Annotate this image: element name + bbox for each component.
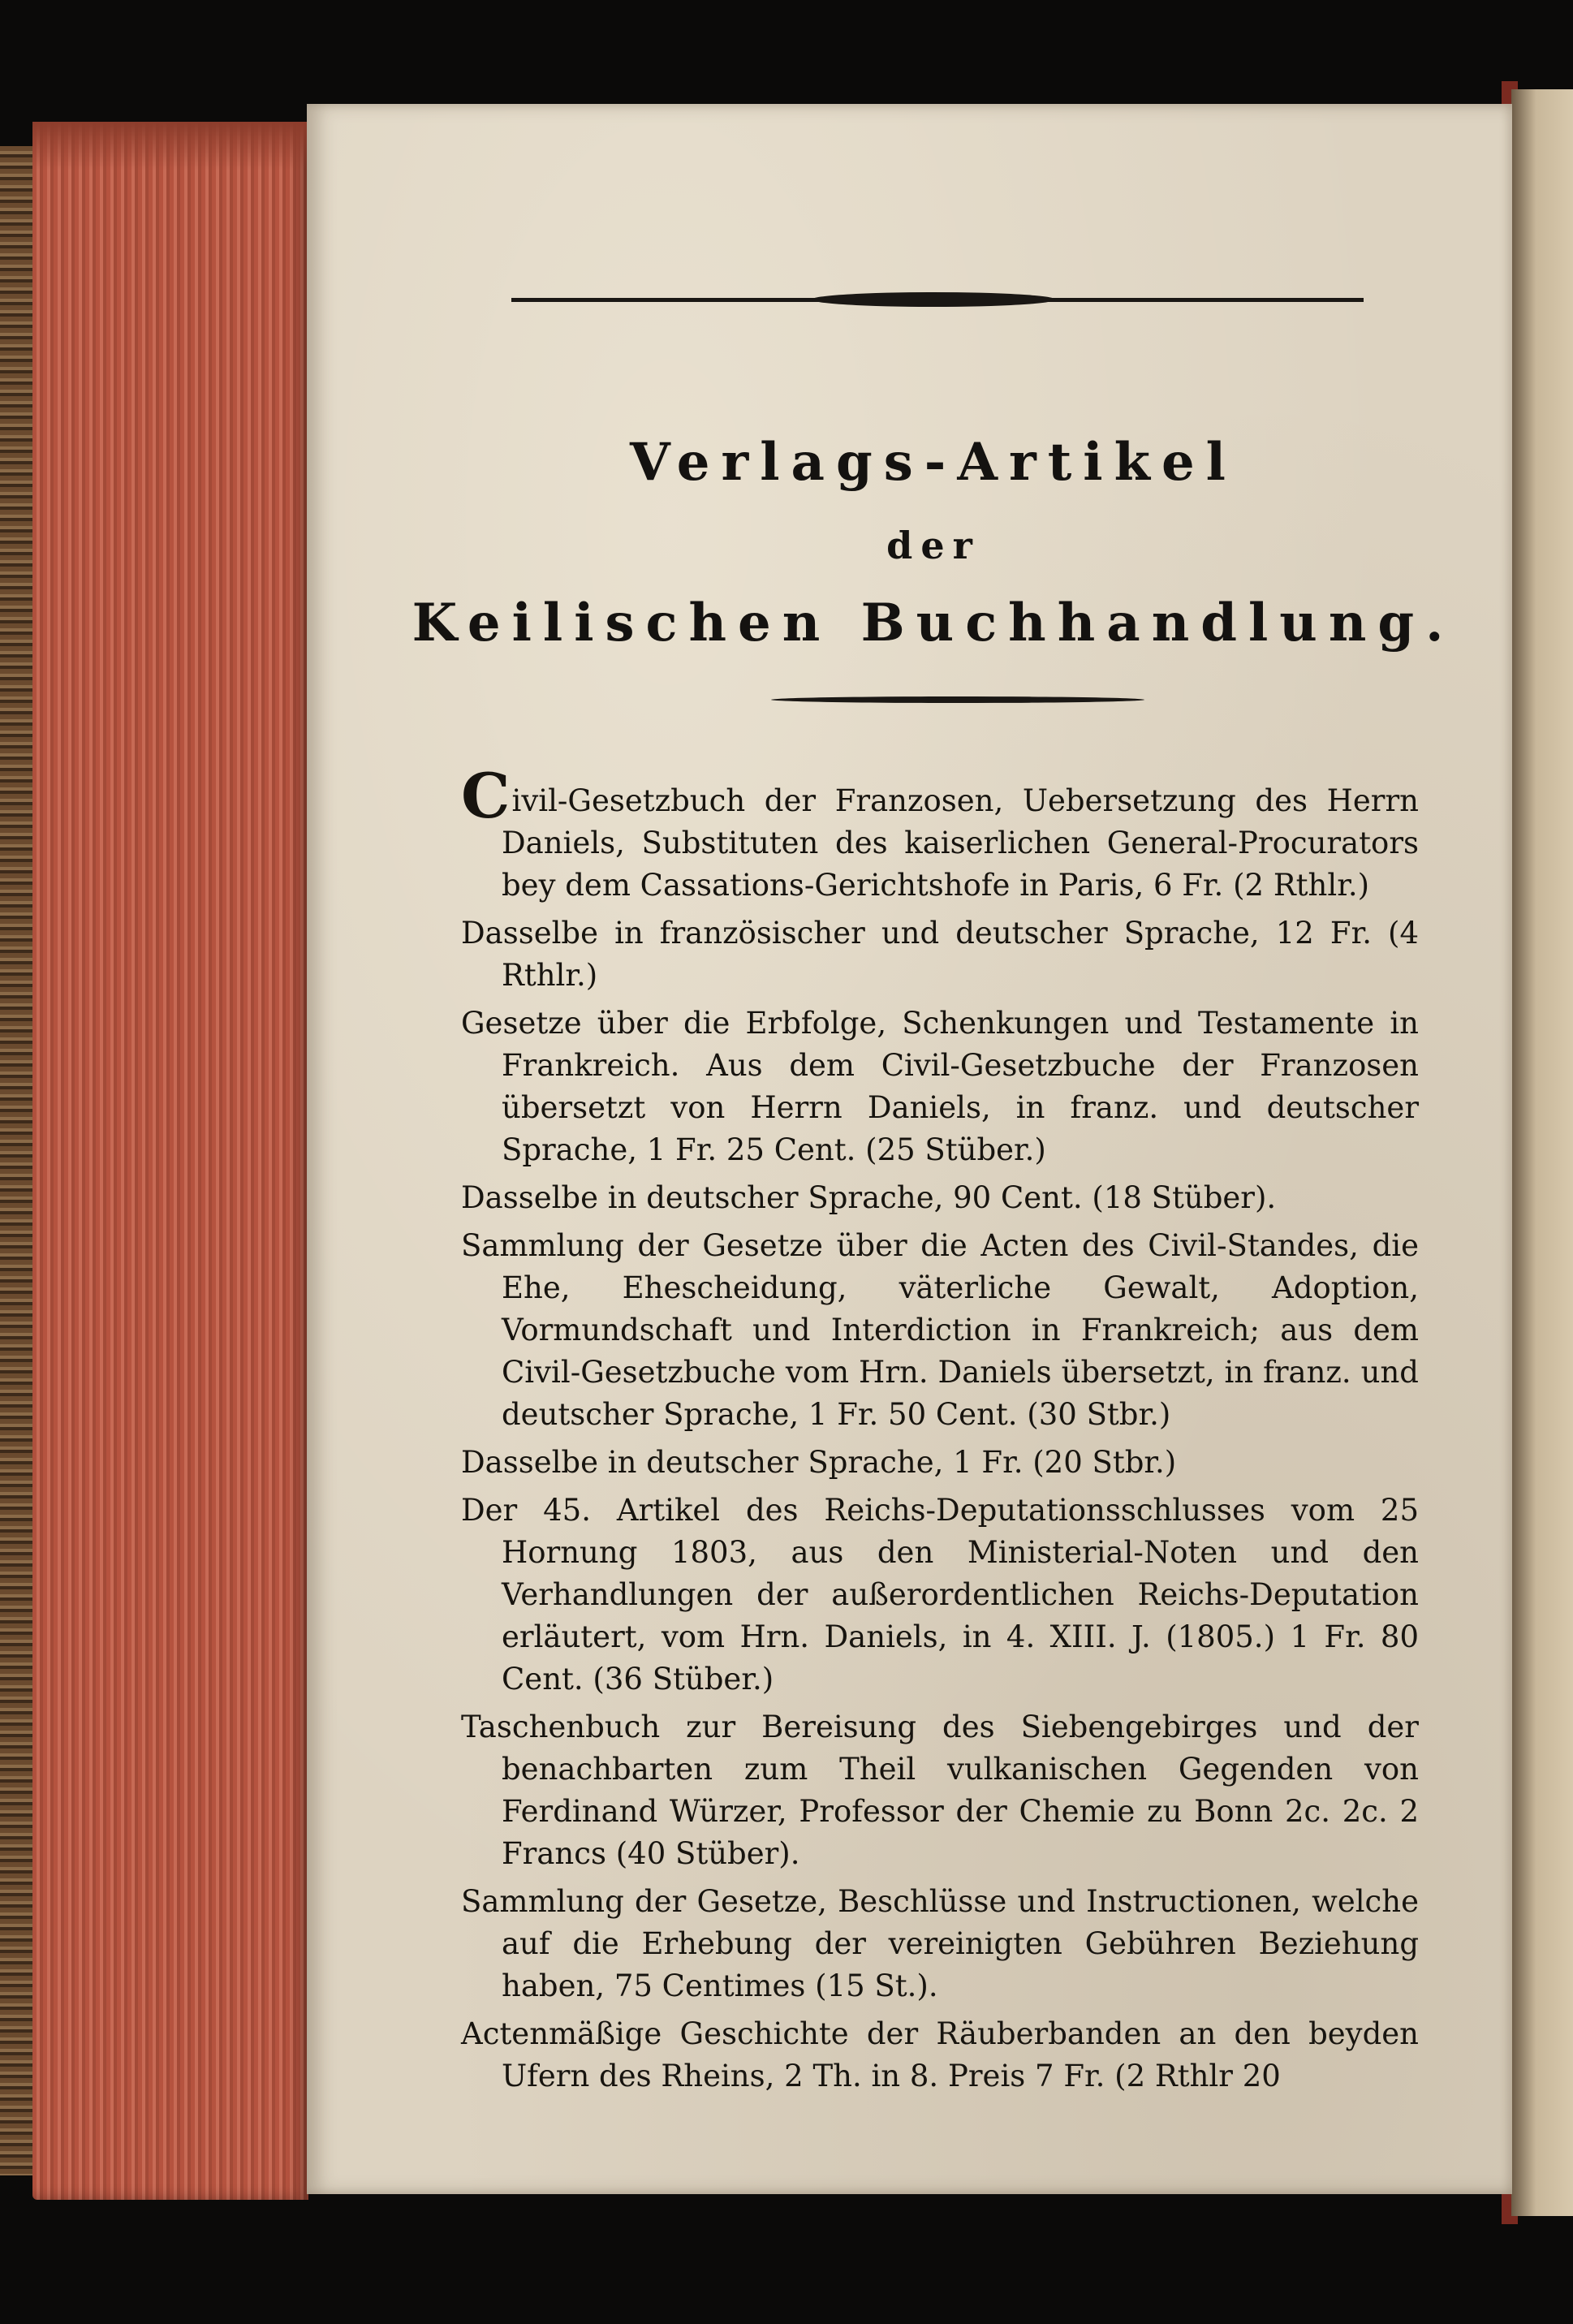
top-rule-ornament	[812, 292, 1055, 307]
catalog-entry	[461, 1225, 1419, 1436]
entry-text: ivil-Gesetzbuch der Franzosen, Uebersetzung des Herrn Daniels, Substituten des kaiserlichen General-Procurators bey dem Cassations-Gerichtshofe in Paris, 6 Fr. (2 Rthlr.)	[502, 783, 1419, 903]
catalog-entry	[461, 1177, 1419, 1219]
catalog-entry	[461, 1490, 1419, 1701]
entry-text: Taschenbuch zur Bereisung des Siebengebirges und der benachbarten zum Theil vulkanischen Gegenden von Ferdinand Würzer, Professor der Chemie zu Bonn 2c. 2c. 2 Francs (40 Stüber).	[461, 1710, 1419, 1871]
page-title: Verlags-Artikel	[630, 432, 1237, 493]
entry-text: Sammlung der Gesetze, Beschlüsse und Instructionen, welche auf die Erhebung der vereinigten Gebühren Beziehung haben, 75 Centimes (15 St.).	[461, 1884, 1419, 2003]
title-connector: der	[886, 524, 980, 567]
catalog-entry	[461, 760, 1419, 907]
entry-text: Actenmäßige Geschichte der Räuberbanden an den beyden Ufern des Rheins, 2 Th. in 8. Preis 7 Fr. (2 Rthlr 20	[461, 2016, 1419, 2093]
catalog-entry	[461, 1442, 1419, 1484]
catalog-entries	[461, 760, 1419, 2103]
catalog-entry	[461, 1706, 1419, 1875]
entry-text: Dasselbe in französischer und deutscher Sprache, 12 Fr. (4 Rthlr.)	[461, 916, 1419, 993]
entry-text: Dasselbe in deutscher Sprache, 90 Cent. (18 Stüber).	[461, 1180, 1277, 1215]
entry-text: Dasselbe in deutscher Sprache, 1 Fr. (20 Stbr.)	[461, 1445, 1177, 1480]
book-page-block-shadow	[32, 122, 308, 170]
page-subtitle: Keilischen Buchhandlung.	[412, 593, 1455, 653]
entry-text: Gesetze über die Erbfolge, Schenkungen und Testamente in Frankreich. Aus dem Civil-Gesetzbuche der Franzosen übersetzt von Herrn Daniels, in franz. und deutscher Sprache, 1 Fr. 25 Cent. (25 Stüber.)	[461, 1006, 1419, 1167]
catalog-entry	[461, 2013, 1419, 2098]
catalog-entry	[461, 912, 1419, 997]
entry-text: Sammlung der Gesetze über die Acten des Civil-Standes, die Ehe, Ehescheidung, väterliche Gewalt, Adoption, Vormundschaft und Interdiction in Frankreich; aus dem Civil-Gesetzbuche vom Hrn. Daniels übersetzt, in franz. und deutscher Sprache, 1 Fr. 50 Cent. (30 Stbr.)	[461, 1228, 1419, 1432]
catalog-entry	[461, 1002, 1419, 1171]
book-page-block	[32, 122, 308, 2200]
catalog-entry	[461, 1881, 1419, 2007]
entry-text: Der 45. Artikel des Reichs-Deputationsschlusses vom 25 Hornung 1803, aus den Ministerial-Noten und den Verhandlungen der außerordentlichen Reichs-Deputation erläutert, vom Hrn. Daniels, in 4. XIII. J. (1805.) 1 Fr. 80 Cent. (36 Stüber.)	[461, 1493, 1419, 1697]
title-rule	[771, 696, 1144, 703]
drop-cap: C	[461, 760, 511, 832]
next-page-sliver	[1511, 89, 1573, 2216]
